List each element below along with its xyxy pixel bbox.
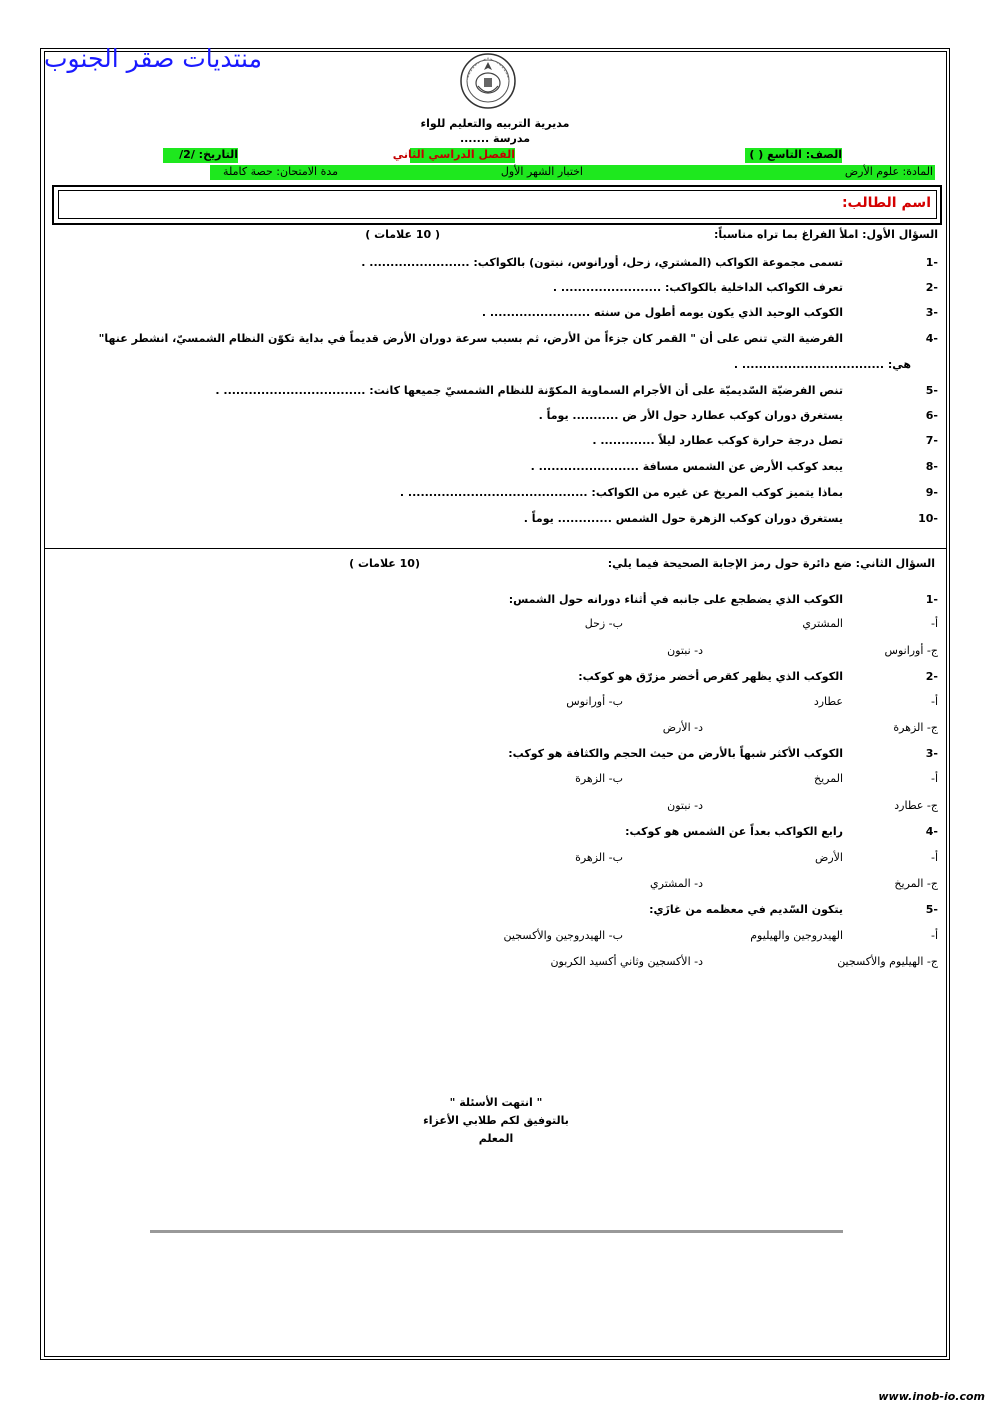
- q2-title: السؤال الثاني: ضع دائرة حول رمز الإجابة الصحيحة فيما يلي:: [607, 557, 935, 570]
- q1-item-number: -5: [925, 384, 938, 397]
- q1-item-text: يستغرق دوران كوكب الزهرة حول الشمس ............. يوماً .: [523, 512, 843, 525]
- student-name-label: اسم الطالب:: [841, 195, 931, 211]
- option-a[interactable]: المشتري: [802, 617, 843, 630]
- q1-item-text: تصل درجة حرارة كوكب عطارد ليلاً ............. .: [592, 434, 843, 447]
- page-inner-border: [44, 51, 947, 1357]
- subject-label: المادة: علوم الأرض: [844, 165, 933, 178]
- option-b[interactable]: ب- الهيدروجين والأكسجين: [503, 929, 623, 942]
- option-b[interactable]: ب- زحل: [584, 617, 623, 630]
- option-c[interactable]: ج- أورانوس: [884, 644, 938, 657]
- q1-item-number: -3: [925, 306, 938, 319]
- option-c[interactable]: ج- عطارد: [894, 799, 938, 812]
- option-d[interactable]: د- نبتون: [667, 644, 703, 657]
- q2-item-text: الكوكب الذي يضطجع على جانبه في أثناء دورانه حول الشمس:: [508, 593, 843, 606]
- date-label: التاريخ: /2/: [179, 148, 238, 161]
- closing-end-of-questions: " انتهت الأسئلة ": [449, 1096, 543, 1109]
- option-a-marker: أ-: [930, 617, 938, 630]
- q1-item-number: -1: [925, 256, 938, 269]
- exam-cell: [410, 165, 830, 180]
- option-a[interactable]: الهيدروجين والهيليوم: [750, 929, 843, 942]
- forum-watermark: منتديات صقر الجنوب: [44, 44, 262, 73]
- option-d[interactable]: د- نبتون: [667, 799, 703, 812]
- q1-item-number: -9: [925, 486, 938, 499]
- student-name-field[interactable]: [58, 190, 937, 219]
- option-c[interactable]: ج- المريخ: [894, 877, 938, 890]
- class-label: الصف: التاسع ( ): [749, 148, 842, 161]
- q2-item-number: -3: [925, 747, 938, 760]
- q2-marks: (10 علامات ): [349, 557, 420, 570]
- q1-item-text: يبعد كوكب الأرض عن الشمس مسافة ........................ .: [530, 460, 843, 473]
- q1-item-text: تسمى مجموعة الكواكب (المشتري، زحل، أورانوس، نبتون) بالكواكب: ........................ .: [361, 256, 843, 269]
- option-b[interactable]: ب- أورانوس: [566, 695, 623, 708]
- footer-url: www.inob-io.com: [878, 1390, 985, 1403]
- duration-label: مدة الامتحان: حصة كاملة: [223, 165, 338, 178]
- q1-item-text: تنص الفرضيّة السّديميّة على أن الأجرام السماوية المكوّنة للنظام الشمسيّ جميعها كانت: .................................. .: [215, 384, 843, 397]
- option-b[interactable]: ب- الزهرة: [575, 851, 623, 864]
- q1-item-number: -10: [918, 512, 938, 525]
- bottom-rule: [150, 1230, 843, 1233]
- q1-item-number: -7: [925, 434, 938, 447]
- q1-item-text: يستغرق دوران كوكب عطارد حول الأر ض ........... يوماً .: [538, 409, 843, 422]
- option-b[interactable]: ب- الزهرة: [575, 772, 623, 785]
- q2-item-number: -4: [925, 825, 938, 838]
- option-c[interactable]: ج- الزهرة: [893, 721, 938, 734]
- option-a[interactable]: الأرض: [815, 851, 843, 864]
- q2-item-text: الكوكب الذي يظهر كقرص أخضر مزرّق هو كوكب:: [578, 670, 843, 683]
- directorate-title: مديرية التربيه والتعليم للواء: [420, 117, 570, 130]
- closing-good-luck: بالتوفيق لكم طلابي الأعزاء: [423, 1114, 569, 1127]
- exam-label: اختبار الشهر الأول: [500, 165, 583, 178]
- option-a[interactable]: عطارد: [813, 695, 843, 708]
- q1-item-number: -2: [925, 281, 938, 294]
- q1-item-number: -8: [925, 460, 938, 473]
- option-a-marker: أ-: [930, 772, 938, 785]
- option-d[interactable]: د- المشتري: [650, 877, 703, 890]
- option-a-marker: أ-: [930, 929, 938, 942]
- section-divider: [44, 548, 947, 549]
- q2-item-text: يتكون السّديم في معظمه من غازَي:: [649, 903, 843, 916]
- q1-item-number: -6: [925, 409, 938, 422]
- q1-marks: ( 10 علامات ): [365, 228, 440, 241]
- q1-item-continuation: هي: .................................. .: [733, 358, 911, 371]
- q1-item-text: تعرف الكواكب الداخلية بالكواكب: ........................ .: [552, 281, 843, 294]
- q2-item-number: -1: [925, 593, 938, 606]
- jordan-emblem-icon: [457, 50, 519, 112]
- q2-item-number: -2: [925, 670, 938, 683]
- q1-item-text: بماذا يتميز كوكب المريخ عن غيره من الكواكب: ........................................... .: [399, 486, 843, 499]
- q2-item-text: رابع الكواكب بعداً عن الشمس هو كوكب:: [625, 825, 843, 838]
- option-d[interactable]: د- الأرض: [662, 721, 703, 734]
- q1-title: السؤال الأول: املأ الفراغ بما تراه مناسباً:: [713, 228, 938, 241]
- q1-item-text: الكوكب الوحيد الذي يكون يومه أطول من سنته ........................ .: [481, 306, 843, 319]
- q2-item-number: -5: [925, 903, 938, 916]
- option-c[interactable]: ج- الهيليوم والأكسجين: [837, 955, 938, 968]
- q1-item-text: الفرضية التي تنص على أن " القمر كان جزءاً من الأرض، ثم بسبب سرعة دوران الأرض قديماً في بداية تكوّن النظام الشمسيّ، انشطر عنها": [98, 332, 843, 345]
- option-a[interactable]: المريخ: [814, 772, 843, 785]
- closing-teacher: المعلم: [478, 1132, 514, 1145]
- q2-item-text: الكوكب الأكثر شبهاً بالأرض من حيث الحجم والكثافة هو كوكب:: [508, 747, 843, 760]
- q1-item-number: -4: [925, 332, 938, 345]
- option-a-marker: أ-: [930, 695, 938, 708]
- option-a-marker: أ-: [930, 851, 938, 864]
- option-d[interactable]: د- الأكسجين وثاني أكسيد الكربون: [550, 955, 703, 968]
- school-name: مدرسة .......: [459, 132, 531, 145]
- semester-label: الفصل الدراسي الثاني: [392, 148, 515, 161]
